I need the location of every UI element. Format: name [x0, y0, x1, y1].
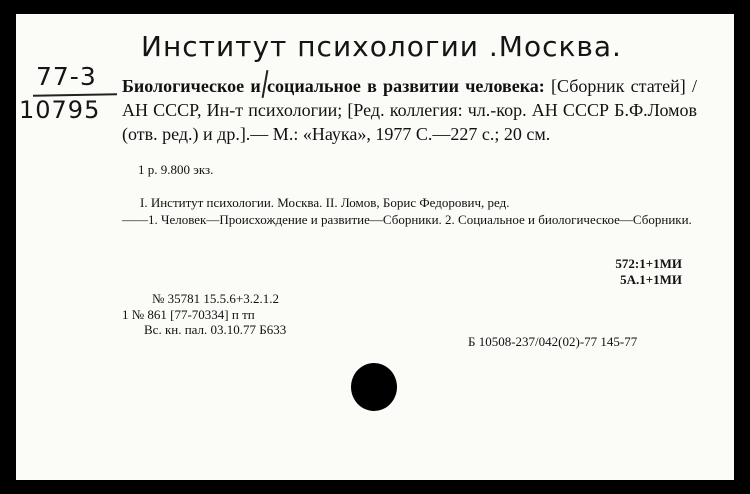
bbk-code: Б 10508-237/042(02)-77 145-77 — [468, 334, 638, 349]
call-number-bottom: 10795 — [19, 96, 101, 124]
tracing-line-2: ——1. Человек—Происхождение и развитие—Сборники. 2. Социальное и биологическое—Сборники. — [122, 212, 692, 227]
catalog-card — [16, 14, 734, 480]
bibliographic-entry — [122, 74, 697, 146]
classification-code-1: 572:1+1МИ — [615, 256, 682, 271]
accession-number: 1 № 861 [77-70334] п тп — [122, 307, 255, 322]
price-and-print-run: 1 р. 9.800 экз. — [138, 162, 214, 177]
registration-number: № 35781 15.5.6+3.2.1.2 — [152, 291, 279, 306]
call-number-top: 77-3 — [36, 62, 97, 91]
chamber-date: Вс. кн. пал. 03.10.77 Б633 — [144, 322, 287, 337]
subject-tracings — [122, 194, 697, 228]
entry-description: [Сборник статей] / АН СССР, Ин-т психологии; [Ред. коллегия: чл.-кор. АН СССР Б.Ф.Ломов (отв. ред.) и др.].— М.: «Наука», 1977 С.—227 с.; 20 см. — [122, 76, 697, 144]
tracing-line-1: I. Институт психологии. Москва. II. Ломов, Борис Федорович, ред. — [140, 195, 510, 210]
entry-title: Биологическое и социальное в развитии человека: — [122, 76, 545, 96]
handwritten-title: Институт психологии .Москва. — [141, 30, 622, 63]
classification-code-2: 5А.1+1МИ — [620, 272, 682, 287]
punch-hole — [351, 363, 397, 411]
